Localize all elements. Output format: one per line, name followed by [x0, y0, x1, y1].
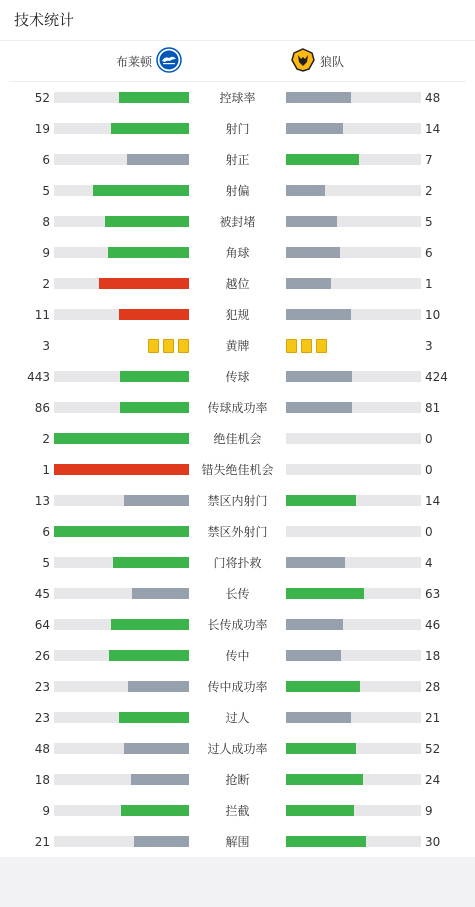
home-stat-bar: [134, 836, 189, 847]
home-stat-value: 18: [34, 772, 50, 787]
away-stat-value: 14: [425, 121, 441, 136]
away-yellow-cards: [286, 339, 421, 353]
home-stat-value: 9: [42, 245, 50, 260]
away-stat-bar: [286, 371, 352, 382]
teams-header: [9, 41, 466, 82]
stat-row: [0, 113, 475, 144]
away-stat-value: 7: [425, 152, 433, 167]
away-stat-bar-track: [286, 464, 421, 475]
stat-label: 过人: [225, 711, 250, 725]
home-stat-bar-track: [54, 433, 189, 444]
away-stat-bar-track: [286, 805, 421, 816]
away-stat-bar-track: [286, 743, 421, 754]
home-stat-bar-track: [54, 92, 189, 103]
away-stat-bar-track: [286, 371, 421, 382]
home-stat-bar-track: [54, 123, 189, 134]
stat-label: 绝佳机会: [213, 432, 262, 446]
brighton-badge-icon: [156, 47, 182, 76]
home-stat-value: 23: [34, 679, 50, 694]
stat-row: [0, 764, 475, 795]
away-stat-bar-track: [286, 526, 421, 537]
home-stat-bar-track: [54, 309, 189, 320]
home-stat-bar-track: [54, 216, 189, 227]
home-stat-bar: [93, 185, 189, 196]
away-stat-bar: [286, 650, 341, 661]
stat-label: 抢断: [225, 773, 250, 787]
home-stat-bar-track: [54, 650, 189, 661]
home-stat-value: 5: [42, 183, 50, 198]
stat-row: [0, 702, 475, 733]
home-stat-bar-track: [54, 836, 189, 847]
away-stat-value: 5: [425, 214, 433, 229]
away-stat-bar: [286, 247, 340, 258]
home-stat-value: 1: [42, 462, 50, 477]
stat-label: 射正: [225, 153, 250, 167]
away-stat-bar: [286, 588, 364, 599]
stat-row: [0, 454, 475, 485]
stat-label: 射偏: [225, 184, 250, 198]
home-stat-bar-track: [54, 526, 189, 537]
home-stat-bar: [111, 123, 189, 134]
away-stat-bar-track: [286, 433, 421, 444]
away-stat-bar: [286, 619, 343, 630]
stat-row: [0, 485, 475, 516]
stat-label: 传球: [225, 370, 250, 384]
away-stat-value: 24: [425, 772, 441, 787]
away-stat-bar-track: [286, 92, 421, 103]
home-stat-value: 2: [42, 276, 50, 291]
home-stat-bar: [105, 216, 189, 227]
home-stat-bar-track: [54, 402, 189, 413]
away-stat-bar-track: [286, 557, 421, 568]
wolves-badge-icon: [290, 47, 316, 76]
home-stat-value: 6: [42, 152, 50, 167]
stat-row: [0, 268, 475, 299]
home-stat-bar: [109, 650, 189, 661]
yellow-card-icon: [163, 339, 174, 353]
stat-label: 禁区外射门: [207, 525, 268, 539]
home-stat-value: 26: [34, 648, 50, 663]
home-stat-bar: [127, 154, 189, 165]
home-stat-bar-track: [54, 247, 189, 258]
away-stat-bar-track: [286, 154, 421, 165]
stat-row: [0, 671, 475, 702]
stat-row: [0, 392, 475, 423]
away-stat-value: 424: [425, 369, 448, 384]
away-stat-bar: [286, 557, 345, 568]
home-stat-value: 48: [34, 741, 50, 756]
yellow-card-icon: [286, 339, 297, 353]
yellow-card-icon: [178, 339, 189, 353]
stat-label: 越位: [225, 277, 250, 291]
home-stat-bar: [121, 805, 189, 816]
yellow-card-icon: [301, 339, 312, 353]
stat-label: 被封堵: [219, 215, 256, 229]
home-stat-value: 8: [42, 214, 50, 229]
home-stat-bar-track: [54, 588, 189, 599]
home-stat-bar-track: [54, 805, 189, 816]
page-title: 技术统计: [0, 0, 475, 41]
home-stat-bar: [108, 247, 189, 258]
away-stat-bar: [286, 278, 331, 289]
away-stat-value: 4: [425, 555, 433, 570]
stat-label: 犯规: [225, 308, 250, 322]
away-stat-value: 21: [425, 710, 441, 725]
home-stat-bar-track: [54, 154, 189, 165]
stat-label: 禁区内射门: [207, 494, 268, 508]
away-stat-bar: [286, 154, 359, 165]
away-stat-bar-track: [286, 309, 421, 320]
home-stat-bar-track: [54, 619, 189, 630]
away-stat-bar-track: [286, 588, 421, 599]
home-stat-bar-track: [54, 743, 189, 754]
away-stat-value: 18: [425, 648, 441, 663]
away-stat-bar: [286, 123, 343, 134]
away-stat-bar-track: [286, 495, 421, 506]
home-stat-bar-track: [54, 681, 189, 692]
away-stat-bar: [286, 774, 363, 785]
away-stat-bar-track: [286, 681, 421, 692]
stat-row: [0, 516, 475, 547]
away-stat-value: 63: [425, 586, 441, 601]
away-stat-bar: [286, 309, 351, 320]
home-stat-value: 21: [34, 834, 50, 849]
home-stat-bar: [131, 774, 189, 785]
away-stat-value: 52: [425, 741, 441, 756]
home-stat-bar: [54, 433, 189, 444]
home-stat-bar-track: [54, 712, 189, 723]
away-stat-value: 3: [425, 338, 433, 353]
home-stat-bar-track: [54, 495, 189, 506]
stat-row: [0, 733, 475, 764]
away-stat-value: 30: [425, 834, 441, 849]
stat-row: [0, 361, 475, 392]
stat-row: [0, 175, 475, 206]
away-stat-bar-track: [286, 650, 421, 661]
away-stat-bar-track: [286, 185, 421, 196]
home-stat-bar-track: [54, 774, 189, 785]
yellow-card-icon: [316, 339, 327, 353]
away-stat-bar: [286, 216, 337, 227]
away-stat-value: 0: [425, 431, 433, 446]
home-team[interactable]: [116, 47, 182, 76]
away-stat-value: 0: [425, 462, 433, 477]
home-stat-bar: [119, 712, 189, 723]
away-stat-bar: [286, 185, 325, 196]
home-stat-value: 13: [34, 493, 50, 508]
home-stat-bar: [113, 557, 189, 568]
stat-label: 控球率: [219, 91, 256, 105]
home-stat-value: 3: [42, 338, 50, 353]
stat-row: [0, 609, 475, 640]
home-stat-value: 9: [42, 803, 50, 818]
stat-row: [0, 423, 475, 454]
stat-label: 门将扑救: [213, 556, 262, 570]
home-stat-bar: [120, 371, 189, 382]
stat-row: [0, 82, 475, 113]
stat-row: [0, 547, 475, 578]
stat-label: 过人成功率: [207, 742, 268, 756]
stat-label: 角球: [225, 246, 250, 260]
stat-label: 传中: [225, 649, 250, 663]
away-stat-bar: [286, 712, 351, 723]
home-stat-bar: [119, 309, 189, 320]
away-stat-bar: [286, 743, 356, 754]
home-stat-bar: [119, 92, 189, 103]
away-team[interactable]: [290, 47, 344, 76]
home-stat-bar: [54, 526, 189, 537]
home-stat-value: 443: [27, 369, 50, 384]
home-stat-bar-track: [54, 464, 189, 475]
away-stat-value: 10: [425, 307, 441, 322]
away-stat-value: 1: [425, 276, 433, 291]
home-stat-value: 64: [34, 617, 50, 632]
stat-row: [0, 299, 475, 330]
stat-label: 传球成功率: [207, 401, 268, 415]
home-stat-bar: [128, 681, 189, 692]
stat-label: 长传: [225, 587, 250, 601]
away-stat-value: 2: [425, 183, 433, 198]
stat-label: 错失绝佳机会: [201, 463, 274, 477]
home-stat-bar-track: [54, 371, 189, 382]
home-stat-bar: [120, 402, 189, 413]
stat-row: [0, 237, 475, 268]
away-stat-value: 28: [425, 679, 441, 694]
stats-list: [0, 82, 475, 857]
stat-label: 拦截: [225, 804, 250, 818]
stat-label: 射门: [225, 122, 250, 136]
home-stat-bar: [99, 278, 189, 289]
away-stat-value: 14: [425, 493, 441, 508]
stat-row: [0, 640, 475, 671]
home-stat-value: 11: [34, 307, 50, 322]
home-stat-value: 5: [42, 555, 50, 570]
away-stat-value: 9: [425, 803, 433, 818]
away-stat-bar-track: [286, 123, 421, 134]
away-stat-bar-track: [286, 836, 421, 847]
away-stat-bar: [286, 836, 366, 847]
home-yellow-cards: [54, 339, 189, 353]
home-stat-value: 86: [34, 400, 50, 415]
home-stat-bar: [132, 588, 189, 599]
home-stat-value: 2: [42, 431, 50, 446]
away-stat-bar-track: [286, 216, 421, 227]
away-stat-bar: [286, 92, 351, 103]
stat-row: [0, 144, 475, 175]
away-stat-value: 81: [425, 400, 441, 415]
away-team-name: 狼队: [320, 54, 345, 69]
stat-row: [0, 206, 475, 237]
away-stat-bar: [286, 402, 352, 413]
away-stat-bar: [286, 805, 354, 816]
away-stat-bar-track: [286, 712, 421, 723]
stat-label: 长传成功率: [207, 618, 268, 632]
home-stat-bar-track: [54, 278, 189, 289]
stat-row: [0, 795, 475, 826]
stat-row: [0, 826, 475, 857]
away-stat-bar-track: [286, 619, 421, 630]
away-stat-value: 6: [425, 245, 433, 260]
away-stat-value: 48: [425, 90, 441, 105]
home-stat-bar: [54, 464, 189, 475]
yellow-card-icon: [148, 339, 159, 353]
home-stat-value: 23: [34, 710, 50, 725]
home-team-name: 布莱顿: [115, 54, 152, 69]
home-stat-bar-track: [54, 185, 189, 196]
away-stat-bar: [286, 681, 360, 692]
away-stat-bar: [286, 495, 356, 506]
home-stat-bar: [124, 495, 189, 506]
stat-row: [0, 330, 475, 361]
home-stat-value: 52: [34, 90, 50, 105]
away-stat-bar-track: [286, 247, 421, 258]
stat-label: 黄牌: [225, 339, 250, 353]
away-stat-bar-track: [286, 278, 421, 289]
stat-row: [0, 578, 475, 609]
away-stat-value: 46: [425, 617, 441, 632]
away-stat-bar-track: [286, 402, 421, 413]
home-stat-value: 19: [34, 121, 50, 136]
away-stat-value: 0: [425, 524, 433, 539]
home-stat-value: 6: [42, 524, 50, 539]
stat-label: 传中成功率: [207, 680, 268, 694]
away-stat-bar-track: [286, 774, 421, 785]
home-stat-bar: [124, 743, 189, 754]
home-stat-value: 45: [34, 586, 50, 601]
home-stat-bar-track: [54, 557, 189, 568]
home-stat-bar: [111, 619, 189, 630]
stat-label: 解围: [225, 835, 250, 849]
